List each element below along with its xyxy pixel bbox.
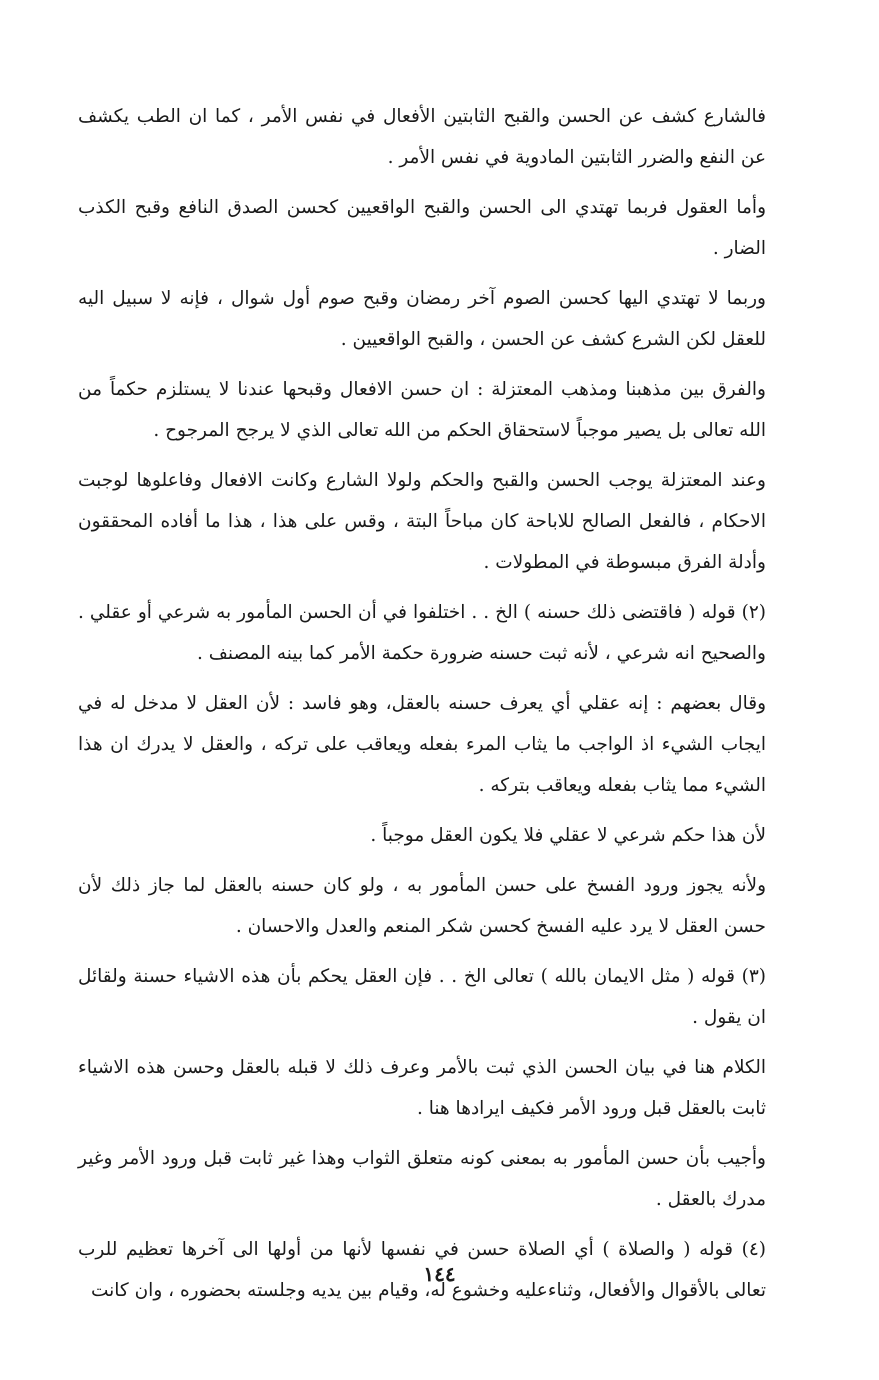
paragraph-1: فالشارع كشف عن الحسن والقبح الثابتين الأفعال في نفس الأمر ، كما ان الطب يكشف عن النفع والضرر الثابتين المادوية في نفس الأمر . (78, 106, 766, 168)
footnote-4: (٤) قوله ( والصلاة ) أي الصلاة حسن في نفسها لأنها من أولها الى آخرها تعظيم للرب تعالى بالأقوال والأفعال، وثناءعليه وخشوع له، وقيام بين يديه وجلسته بحضوره ، وان كانت (78, 1239, 766, 1301)
paragraph-8: لأن هذا حكم شرعي لا عقلي فلا يكون العقل موجباً . (370, 825, 766, 846)
paragraph-4: والفرق بين مذهبنا ومذهب المعتزلة : ان حسن الافعال وقبحها عندنا لا يستلزم حكماً من الله تعالى بل يصير موجباً لاستحقاق الحكم من الله تعالى الذي لا يرجح المرجوح . (78, 379, 766, 441)
paragraph-5: وعند المعتزلة يوجب الحسن والقبح والحكم ولولا الشارع وكانت الافعال وفاعلوها لوجبت الاحكام ، فالفعل الصالح للاباحة كان مباحاً البتة ، وقس على هذا ، هذا ما أفاده المحققون وأدلة الفرق مبسوطة في المطولات . (78, 470, 766, 573)
footnote-2: (٢) قوله ( فاقتضى ذلك حسنه ) الخ . . اختلفوا في أن الحسن المأمور به شرعي أو عقلي . والصحيح انه شرعي ، لأنه ثبت حسنه ضرورة حكمة الأمر كما بينه المصنف . (78, 602, 766, 664)
paragraph-7: وقال بعضهم : إنه عقلي أي يعرف حسنه بالعقل، وهو فاسد : لأن العقل لا مدخل له في ايجاب الشيء اذ الواجب ما يثاب المرء بفعله ويعاقب على تركه ، والعقل لا يدرك ان هذا الشيء مما يثاب بفعله ويعاقب بتركه . (78, 693, 766, 796)
paragraph-2: وأما العقول فربما تهتدي الى الحسن والقبح الواقعيين كحسن الصدق النافع وقبح الكذب الضار . (78, 197, 766, 259)
paragraph-12: وأجيب بأن حسن المأمور به بمعنى كونه متعلق الثواب وهذا غير ثابت قبل ورود الأمر وغير مدرك بالعقل . (78, 1148, 766, 1210)
page-number: ١٤٤ (423, 1262, 456, 1286)
paragraph-9: ولأنه يجوز ورود الفسخ على حسن المأمور به ، ولو كان حسنه بالعقل لما جاز ذلك لأن حسن العقل لا يرد عليه الفسخ كحسن شكر المنعم والعدل والاحسان . (78, 875, 766, 937)
footnote-3: (٣) قوله ( مثل الايمان بالله ) تعالى الخ . . فإن العقل يحكم بأن هذه الاشياء حسنة ولقائل ان يقول . (78, 966, 766, 1028)
paragraph-3: وربما لا تهتدي اليها كحسن الصوم آخر رمضان وقبح صوم أول شوال ، فإنه لا سبيل اليه للعقل لكن الشرع كشف عن الحسن ، والقبح الواقعيين . (78, 288, 766, 350)
page-body (78, 96, 766, 1320)
paragraph-11: الكلام هنا في بيان الحسن الذي ثبت بالأمر وعرف ذلك لا قبله بالعقل وحسن هذه الاشياء ثابت بالعقل قبل ورود الأمر فكيف ايرادها هنا . (78, 1057, 766, 1119)
